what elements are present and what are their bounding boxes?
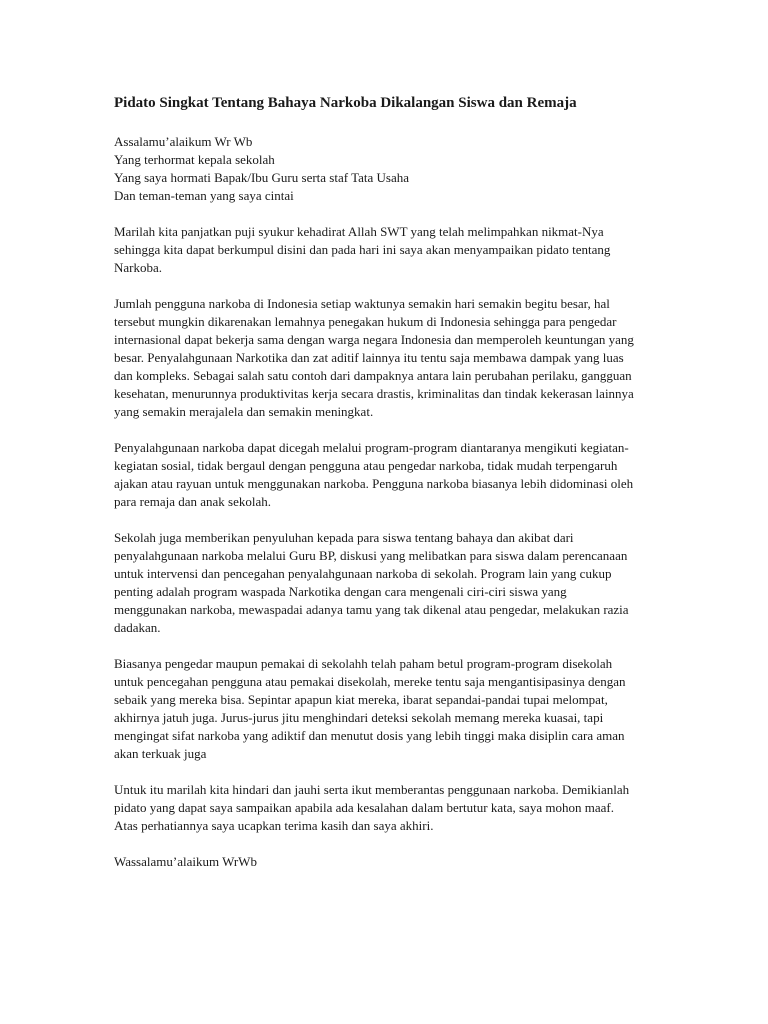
greeting-block (114, 133, 634, 205)
paragraph: Biasanya pengedar maupun pemakai di sekolahh telah paham betul program-program disekolah untuk pencegahan pengguna atau pemakai disekolah, mereke tentu saja mengantisipasinya dengan sebaik yang mereka bisa. Sepintar apapun kiat mereka, ibarat sepandai-pandai tupai melompat, akhirnya jatuh juga. Jurus-jurus jitu menghindari deteksi sekolah memang mereka kuasai, tapi mengingat sifat narkoba yang adiktif dan menutut dosis yang lebih tinggi maka disiplin cara aman akan terkuak juga (114, 656, 626, 761)
greeting-line: Assalamu’alaikum Wr Wb (114, 134, 253, 149)
greeting-line: Yang terhormat kepala sekolah (114, 152, 275, 167)
paragraph: Penyalahgunaan narkoba dapat dicegah melalui program-program diantaranya mengikuti kegiatan-kegiatan sosial, tidak bergaul dengan pengguna atau pengedar narkoba, tidak mudah terpengaruh ajakan atau rayuan untuk menggunakan narkoba. Pengguna narkoba biasanya lebih didominasi oleh para remaja dan anak sekolah. (114, 440, 634, 509)
paragraph: Marilah kita panjatkan puji syukur kehadirat Allah SWT yang telah melimpahkan nikmat-Nya sehingga kita dapat berkumpul disini dan pada hari ini saya akan menyampaikan pidato tentang Narkoba. (114, 224, 611, 275)
paragraph: Sekolah juga memberikan penyuluhan kepada para siswa tentang bahaya dan akibat dari penyalahgunaan narkoba melalui Guru BP, diskusi yang melibatkan para siswa dalam perencanaan untuk intervensi dan pencegahan penyalahgunaan narkoba di sekolah. Program lain yang cukup penting adalah program waspada Narkotika dengan cara mengenali ciri-ciri siswa yang menggunakan narkoba, mewaspadai adanya tamu yang tak dikenal atau pengedar, melakukan razia dadakan. (114, 530, 629, 635)
paragraph: Untuk itu marilah kita hindari dan jauhi serta ikut memberantas penggunaan narkoba. Demikianlah pidato yang dapat saya sampaikan apabila ada kesalahan dalam bertutur kata, saya mohon maaf. Atas perhatiannya saya ucapkan terima kasih dan saya akhiri. (114, 782, 630, 833)
greeting-line: Yang saya hormati Bapak/Ibu Guru serta staf Tata Usaha (114, 170, 410, 185)
greeting-line: Dan teman-teman yang saya cintai (114, 188, 294, 203)
closing-line: Wassalamu’alaikum WrWb (114, 854, 257, 869)
paragraph: Jumlah pengguna narkoba di Indonesia setiap waktunya semakin hari semakin begitu besar, hal tersebut mungkin dikarenakan lemahnya penegakan hukum di Indonesia sehingga para pengedar internasional dapat bekerja sama dengan warga negara Indonesia dan memperoleh keuntungan yang besar. Penyalahgunaan Narkotika dan zat aditif lainnya itu tentu saja membawa dampak yang luas dan kompleks. Sebagai salah satu contoh dari dampaknya antara lain perubahan perilaku, gangguan kesehatan, menurunnya produktivitas kerja secara drastis, kriminalitas dan tindak kekerasan lainnya yang semakin merajalela dan semakin meningkat. (114, 296, 634, 419)
document-title: Pidato Singkat Tentang Bahaya Narkoba Dikalangan Siswa dan Remaja (114, 95, 577, 111)
document-body (114, 93, 634, 871)
